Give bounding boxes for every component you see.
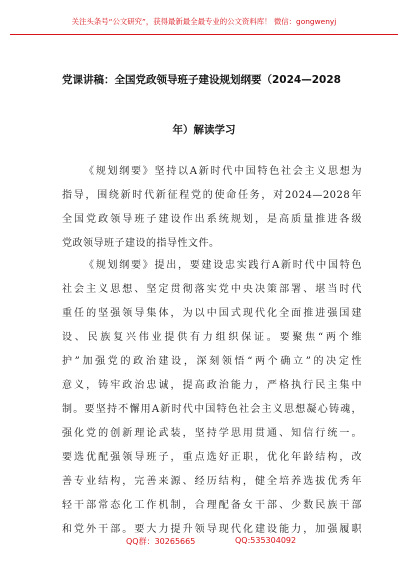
header-divider [10, 34, 398, 35]
paragraph-line: 护”加强党的政治建设，深刻领悟“两个确立”的决定性 [62, 356, 362, 367]
paragraph-line: 要选优配强领导班子，重点选好正职，优化年龄结构，改 [62, 452, 362, 463]
paragraph-line: 全国党政领导班子建设作出系统规划，是高质量推进各级 [62, 214, 362, 225]
paragraph-line: 强化党的创新理论武装，坚持学思用贯通、知信行统一。 [62, 428, 362, 439]
paragraph-line: 设、民族复兴伟业提供有力组织保证。要聚焦“两个维 [62, 332, 362, 343]
paragraph-line: 党政领导班子建设的指导性文件。 [62, 238, 220, 249]
qq-contact-number: QQ:535304092 [235, 536, 297, 545]
paragraph-line: 善专业结构，完善来源、经历结构，健全培养选拔优秀年 [62, 476, 362, 487]
paragraph-line: 制。要坚持不懈用A新时代中国特色社会主义思想凝心铸魂， [62, 404, 362, 415]
paragraph-line: 《规划纲要》提出，要建设忠实践行A新时代中国特色 [84, 260, 362, 271]
paragraph-1 [62, 160, 362, 256]
header-banner: 关注头条号“公文研究”，获得最新最全最专业的公文资料库！ 微信：gongwenyj [71, 17, 337, 26]
paragraph-line: 《规划纲要》坚持以A新时代中国特色社会主义思想为 [84, 166, 362, 177]
paragraph-line: 社会主义思想、坚定贯彻落实党中央决策部署、堪当时代 [62, 284, 362, 295]
paragraph-line: 意义，铸牢政治忠诚，提高政治能力，严格执行民主集中 [62, 380, 362, 391]
qq-group-number: QQ群：30265665 [126, 537, 196, 546]
paragraph-line: 重任的坚强领导集体，为以中国式现代化全面推进强国建 [62, 308, 362, 319]
document-title-line-2: 年）解读学习 [172, 124, 236, 136]
paragraph-2 [62, 254, 362, 542]
paragraph-line: 和党外干部。要大力提升领导现代化建设能力，加强履职 [62, 524, 362, 535]
paragraph-line: 指导，围绕新时代新征程党的使命任务，对2024—2028年 [62, 190, 362, 201]
document-title-line-1: 党课讲稿：全国党政领导班子建设规划纲要（2024—2028 [62, 74, 341, 86]
paragraph-line: 轻干部常态化工作机制，合理配备女干部、少数民族干部 [62, 500, 362, 511]
